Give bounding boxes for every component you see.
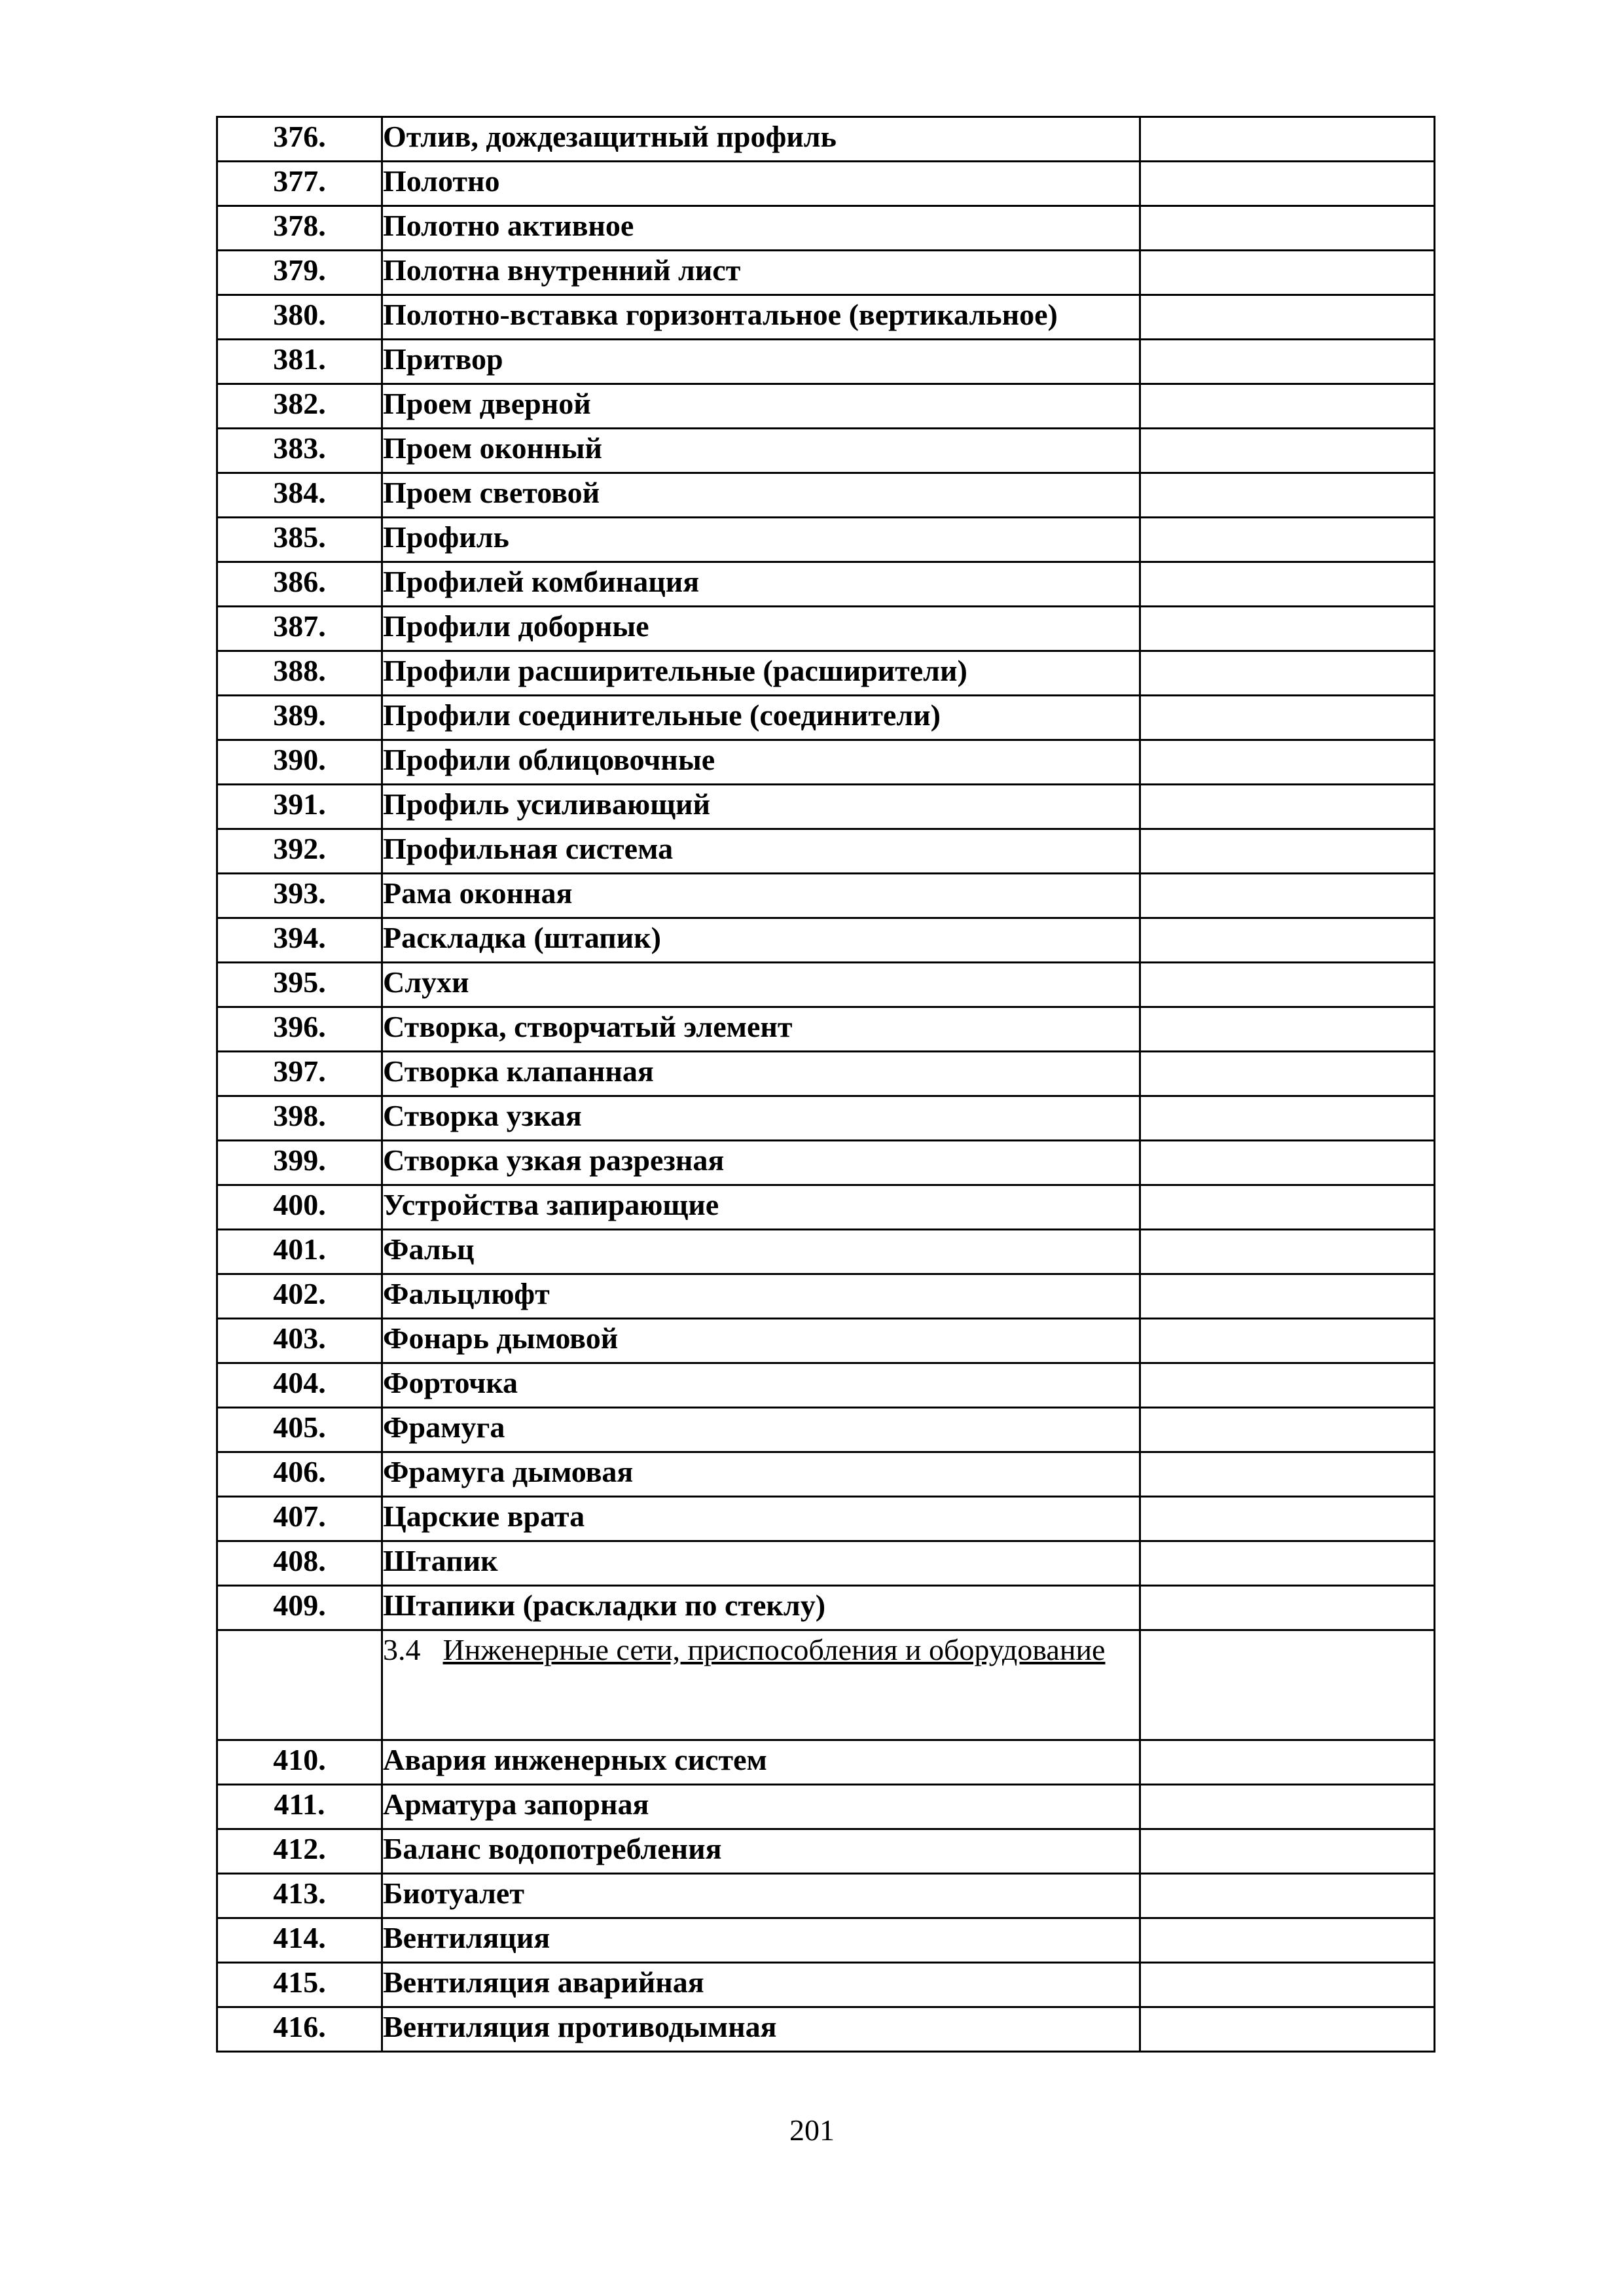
- blank-cell: [1140, 384, 1435, 429]
- row-number: 401.: [217, 1230, 382, 1274]
- row-number: 397.: [217, 1052, 382, 1096]
- row-number: 404.: [217, 1363, 382, 1408]
- term-name: Профиль: [382, 518, 1140, 562]
- table-row: [217, 1963, 1435, 2007]
- blank-cell: [1140, 740, 1435, 785]
- row-number: 406.: [217, 1452, 382, 1497]
- table-row: [217, 562, 1435, 607]
- row-number: 396.: [217, 1007, 382, 1052]
- term-name: Устройства запирающие: [382, 1185, 1140, 1230]
- row-number: 390.: [217, 740, 382, 785]
- row-number: 402.: [217, 1274, 382, 1319]
- term-name: Профили расширительные (расширители): [382, 651, 1140, 696]
- row-number: 376.: [217, 117, 382, 162]
- table-row: [217, 1319, 1435, 1363]
- blank-cell: [1140, 206, 1435, 251]
- table-row: [217, 1874, 1435, 1918]
- term-name: Фальцлюфт: [382, 1274, 1140, 1319]
- term-name: Слухи: [382, 963, 1140, 1007]
- section-heading-body: [217, 1630, 1435, 1740]
- blank-cell: [1140, 1874, 1435, 1918]
- table-row: [217, 473, 1435, 518]
- glossary-page: [216, 116, 1434, 2053]
- table-row: [217, 518, 1435, 562]
- blank-cell: [1140, 562, 1435, 607]
- term-name: Фонарь дымовой: [382, 1319, 1140, 1363]
- table-row: [217, 1408, 1435, 1452]
- term-name: Полотна внутренний лист: [382, 251, 1140, 295]
- row-number: 381.: [217, 340, 382, 384]
- row-number: 414.: [217, 1918, 382, 1963]
- table-row: [217, 1541, 1435, 1586]
- page-number: 201: [789, 2113, 835, 2147]
- row-number: 412.: [217, 1829, 382, 1874]
- table-row: [217, 1740, 1435, 1785]
- table-row: [217, 785, 1435, 829]
- row-number: 377.: [217, 162, 382, 206]
- blank-cell: [1140, 829, 1435, 874]
- blank-cell: [1140, 1452, 1435, 1497]
- blank-cell: [1140, 1052, 1435, 1096]
- blank-cell: [1140, 1185, 1435, 1230]
- blank-cell: [1140, 1497, 1435, 1541]
- row-number: 400.: [217, 1185, 382, 1230]
- term-name: Арматура запорная: [382, 1785, 1140, 1829]
- blank-cell: [1140, 1586, 1435, 1630]
- row-number: 416.: [217, 2007, 382, 2052]
- term-name: Проем световой: [382, 473, 1140, 518]
- section-blank-cell: [1140, 1630, 1435, 1740]
- blank-cell: [1140, 1541, 1435, 1586]
- table-row: [217, 1007, 1435, 1052]
- row-number: 388.: [217, 651, 382, 696]
- term-name: Профили облицовочные: [382, 740, 1140, 785]
- row-number: 405.: [217, 1408, 382, 1452]
- table-row: [217, 874, 1435, 918]
- term-name: Полотно-вставка горизонтальное (вертикальное): [382, 295, 1140, 340]
- blank-cell: [1140, 117, 1435, 162]
- row-number: 380.: [217, 295, 382, 340]
- terms-table: [216, 116, 1435, 2053]
- row-number: 415.: [217, 1963, 382, 2007]
- blank-cell: [1140, 918, 1435, 963]
- section-title: Инженерные сети, приспособления и оборудование: [442, 1633, 1106, 1666]
- term-name: Профили доборные: [382, 607, 1140, 651]
- term-name: Рама оконная: [382, 874, 1140, 918]
- blank-cell: [1140, 1408, 1435, 1452]
- blank-cell: [1140, 429, 1435, 473]
- table-row: [217, 206, 1435, 251]
- row-number: 394.: [217, 918, 382, 963]
- row-number: 385.: [217, 518, 382, 562]
- table-row: [217, 1274, 1435, 1319]
- table-row: [217, 162, 1435, 206]
- table-row: [217, 117, 1435, 162]
- row-number: 407.: [217, 1497, 382, 1541]
- row-number: 392.: [217, 829, 382, 874]
- blank-cell: [1140, 251, 1435, 295]
- term-name: Створка узкая: [382, 1096, 1140, 1141]
- row-number: 395.: [217, 963, 382, 1007]
- row-number: 393.: [217, 874, 382, 918]
- term-name: Профилей комбинация: [382, 562, 1140, 607]
- table-row: [217, 1096, 1435, 1141]
- row-number: 384.: [217, 473, 382, 518]
- terms-table-body-part2: [217, 1740, 1435, 2052]
- blank-cell: [1140, 1141, 1435, 1185]
- section-heading-cell: [382, 1630, 1140, 1740]
- table-row: [217, 1141, 1435, 1185]
- blank-cell: [1140, 518, 1435, 562]
- row-number: 378.: [217, 206, 382, 251]
- table-row: [217, 918, 1435, 963]
- table-row: [217, 963, 1435, 1007]
- term-name: Вентиляция: [382, 1918, 1140, 1963]
- row-number: 398.: [217, 1096, 382, 1141]
- term-name: Профиль усиливающий: [382, 785, 1140, 829]
- table-row: [217, 651, 1435, 696]
- term-name: Авария инженерных систем: [382, 1740, 1140, 1785]
- row-number: 389.: [217, 696, 382, 740]
- table-row: [217, 696, 1435, 740]
- term-name: Вентиляция аварийная: [382, 1963, 1140, 2007]
- blank-cell: [1140, 696, 1435, 740]
- row-number: 382.: [217, 384, 382, 429]
- term-name: Баланс водопотребления: [382, 1829, 1140, 1874]
- term-name: Створка, створчатый элемент: [382, 1007, 1140, 1052]
- blank-cell: [1140, 340, 1435, 384]
- term-name: Фрамуга: [382, 1408, 1140, 1452]
- blank-cell: [1140, 473, 1435, 518]
- table-row: [217, 2007, 1435, 2052]
- table-row: [217, 1185, 1435, 1230]
- row-number: 411.: [217, 1785, 382, 1829]
- row-number: 379.: [217, 251, 382, 295]
- term-name: Царские врата: [382, 1497, 1140, 1541]
- term-name: Створка клапанная: [382, 1052, 1140, 1096]
- section-number: 3.4: [383, 1633, 421, 1666]
- blank-cell: [1140, 1230, 1435, 1274]
- term-name: Проем дверной: [382, 384, 1140, 429]
- table-row: [217, 1452, 1435, 1497]
- row-number: 399.: [217, 1141, 382, 1185]
- row-number: 386.: [217, 562, 382, 607]
- row-number: 391.: [217, 785, 382, 829]
- table-row: [217, 740, 1435, 785]
- blank-cell: [1140, 607, 1435, 651]
- blank-cell: [1140, 1096, 1435, 1141]
- term-name: Проем оконный: [382, 429, 1140, 473]
- blank-cell: [1140, 1963, 1435, 2007]
- blank-cell: [1140, 1829, 1435, 1874]
- term-name: Полотно: [382, 162, 1140, 206]
- table-row: [217, 1586, 1435, 1630]
- term-name: Фальц: [382, 1230, 1140, 1274]
- row-number: 383.: [217, 429, 382, 473]
- blank-cell: [1140, 874, 1435, 918]
- blank-cell: [1140, 1785, 1435, 1829]
- blank-cell: [1140, 2007, 1435, 2052]
- term-name: Биотуалет: [382, 1874, 1140, 1918]
- blank-cell: [1140, 785, 1435, 829]
- section-number-cell-empty: [217, 1630, 382, 1740]
- term-name: Притвор: [382, 340, 1140, 384]
- term-name: Штапик: [382, 1541, 1140, 1586]
- section-heading-row: [217, 1630, 1435, 1740]
- table-row: [217, 1829, 1435, 1874]
- blank-cell: [1140, 1918, 1435, 1963]
- term-name: Полотно активное: [382, 206, 1140, 251]
- term-name: Раскладка (штапик): [382, 918, 1140, 963]
- term-name: Штапики (раскладки по стеклу): [382, 1586, 1140, 1630]
- row-number: 387.: [217, 607, 382, 651]
- terms-table-body-part1: [217, 117, 1435, 1630]
- table-row: [217, 829, 1435, 874]
- table-row: [217, 1785, 1435, 1829]
- table-row: [217, 340, 1435, 384]
- row-number: 408.: [217, 1541, 382, 1586]
- term-name: Отлив, дождезащитный профиль: [382, 117, 1140, 162]
- table-row: [217, 251, 1435, 295]
- table-row: [217, 1918, 1435, 1963]
- row-number: 413.: [217, 1874, 382, 1918]
- term-name: Форточка: [382, 1363, 1140, 1408]
- row-number: 403.: [217, 1319, 382, 1363]
- table-row: [217, 384, 1435, 429]
- blank-cell: [1140, 1007, 1435, 1052]
- blank-cell: [1140, 162, 1435, 206]
- table-row: [217, 1497, 1435, 1541]
- blank-cell: [1140, 295, 1435, 340]
- term-name: Фрамуга дымовая: [382, 1452, 1140, 1497]
- blank-cell: [1140, 1740, 1435, 1785]
- term-name: Профили соединительные (соединители): [382, 696, 1140, 740]
- term-name: Профильная система: [382, 829, 1140, 874]
- table-row: [217, 1363, 1435, 1408]
- table-row: [217, 607, 1435, 651]
- table-row: [217, 1052, 1435, 1096]
- term-name: Створка узкая разрезная: [382, 1141, 1140, 1185]
- blank-cell: [1140, 1363, 1435, 1408]
- blank-cell: [1140, 651, 1435, 696]
- table-row: [217, 429, 1435, 473]
- blank-cell: [1140, 1319, 1435, 1363]
- term-name: Вентиляция противодымная: [382, 2007, 1140, 2052]
- table-row: [217, 295, 1435, 340]
- row-number: 410.: [217, 1740, 382, 1785]
- row-number: 409.: [217, 1586, 382, 1630]
- blank-cell: [1140, 963, 1435, 1007]
- blank-cell: [1140, 1274, 1435, 1319]
- table-row: [217, 1230, 1435, 1274]
